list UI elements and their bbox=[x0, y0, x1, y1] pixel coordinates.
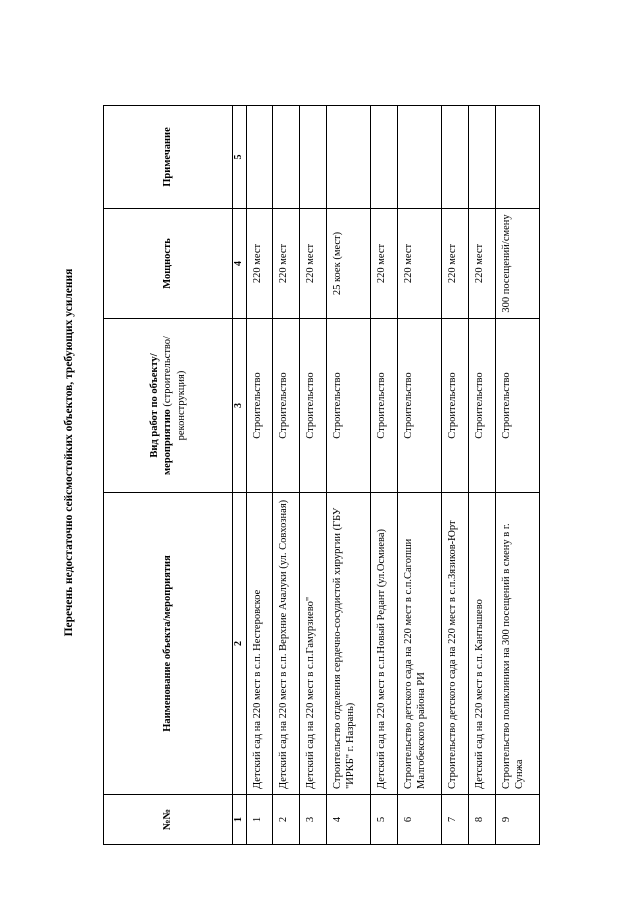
capacity-cell: 220 мест bbox=[468, 209, 495, 319]
column-number-row bbox=[233, 106, 247, 845]
table-row bbox=[468, 106, 495, 845]
header-work-type-main: Вид работ по объекту/ мероприятию bbox=[149, 353, 174, 475]
row-number-cell: 9 bbox=[495, 795, 539, 845]
table-row bbox=[246, 106, 273, 845]
capacity-cell: 220 мест bbox=[371, 209, 398, 319]
object-name-cell: Строительство детского сада на 220 мест в с.п.Зязиков-Юрт bbox=[442, 493, 469, 795]
capacity-cell: 220 мест bbox=[300, 209, 327, 319]
object-name-cell: Детский сад на 220 мест в с.п. Верхние Ачалуки (ул. Совхозная) bbox=[273, 493, 300, 795]
row-number-cell: 8 bbox=[468, 795, 495, 845]
note-cell bbox=[442, 106, 469, 209]
row-number-cell: 2 bbox=[273, 795, 300, 845]
header-no: №№ bbox=[104, 795, 233, 845]
work-type-cell: Строительство bbox=[273, 319, 300, 493]
header-row bbox=[104, 106, 233, 845]
note-cell bbox=[300, 106, 327, 209]
header-work-type bbox=[104, 319, 233, 493]
object-name-cell: Детский сад на 220 мест в с.п.Гамурзиево" bbox=[300, 493, 327, 795]
capacity-cell: 220 мест bbox=[442, 209, 469, 319]
work-type-cell: Строительство bbox=[495, 319, 539, 493]
object-name-cell: Детский сад на 220 мест в с.п.Новый Редант (ул.Осмиева) bbox=[371, 493, 398, 795]
capacity-cell: 220 мест bbox=[273, 209, 300, 319]
header-note: Примечание bbox=[104, 106, 233, 209]
header-name: Наименование объекта/мероприятия bbox=[104, 493, 233, 795]
row-number-cell: 1 bbox=[246, 795, 273, 845]
table-row bbox=[397, 106, 441, 845]
column-number: 1 bbox=[233, 795, 247, 845]
note-cell bbox=[273, 106, 300, 209]
work-type-cell: Строительство bbox=[397, 319, 441, 493]
table-body bbox=[246, 106, 540, 845]
table-row bbox=[273, 106, 300, 845]
table-row bbox=[442, 106, 469, 845]
capacity-cell: 25 коек (мест) bbox=[326, 209, 370, 319]
header-work-type-sub: (строительство/ реконструкция) bbox=[162, 336, 187, 441]
row-number-cell: 5 bbox=[371, 795, 398, 845]
column-number: 4 bbox=[233, 209, 247, 319]
object-name-cell: Детский сад на 220 мест в с.п. Нестеровское bbox=[246, 493, 273, 795]
object-name-cell: Строительство детского сада на 220 мест в с.п.Сагопши Малгобекского района РИ bbox=[397, 493, 441, 795]
objects-table bbox=[103, 105, 540, 845]
work-type-cell: Строительство bbox=[300, 319, 327, 493]
object-name-cell: Строительство поликлиники на 300 посещений в смену в г. Сунжа bbox=[495, 493, 539, 795]
capacity-cell: 220 мест bbox=[246, 209, 273, 319]
note-cell bbox=[246, 106, 273, 209]
row-number-cell: 6 bbox=[397, 795, 441, 845]
table-row bbox=[495, 106, 539, 845]
capacity-cell: 220 мест bbox=[397, 209, 441, 319]
table-row bbox=[326, 106, 370, 845]
note-cell bbox=[371, 106, 398, 209]
work-type-cell: Строительство bbox=[246, 319, 273, 493]
row-number-cell: 3 bbox=[300, 795, 327, 845]
work-type-cell: Строительство bbox=[326, 319, 370, 493]
row-number-cell: 7 bbox=[442, 795, 469, 845]
note-cell bbox=[495, 106, 539, 209]
object-name-cell: Детский сад на 220 мест в с.п. Кантышево bbox=[468, 493, 495, 795]
note-cell bbox=[397, 106, 441, 209]
table-row bbox=[300, 106, 327, 845]
column-number: 3 bbox=[233, 319, 247, 493]
note-cell bbox=[326, 106, 370, 209]
table-row bbox=[371, 106, 398, 845]
note-cell bbox=[468, 106, 495, 209]
column-number: 5 bbox=[233, 106, 247, 209]
object-name-cell: Строительство отделения сердечно-сосудистой хирургии (ГБУ "ИРКБ" г. Назрань) bbox=[326, 493, 370, 795]
header-capacity: Мощность bbox=[104, 209, 233, 319]
work-type-cell: Строительство bbox=[468, 319, 495, 493]
row-number-cell: 4 bbox=[326, 795, 370, 845]
work-type-cell: Строительство bbox=[371, 319, 398, 493]
document-title: Перечень недостаточно сейсмостойких объектов, требующих усиления bbox=[63, 268, 75, 637]
capacity-cell: 300 посещений/смену bbox=[495, 209, 539, 319]
column-number: 2 bbox=[233, 493, 247, 795]
work-type-cell: Строительство bbox=[442, 319, 469, 493]
